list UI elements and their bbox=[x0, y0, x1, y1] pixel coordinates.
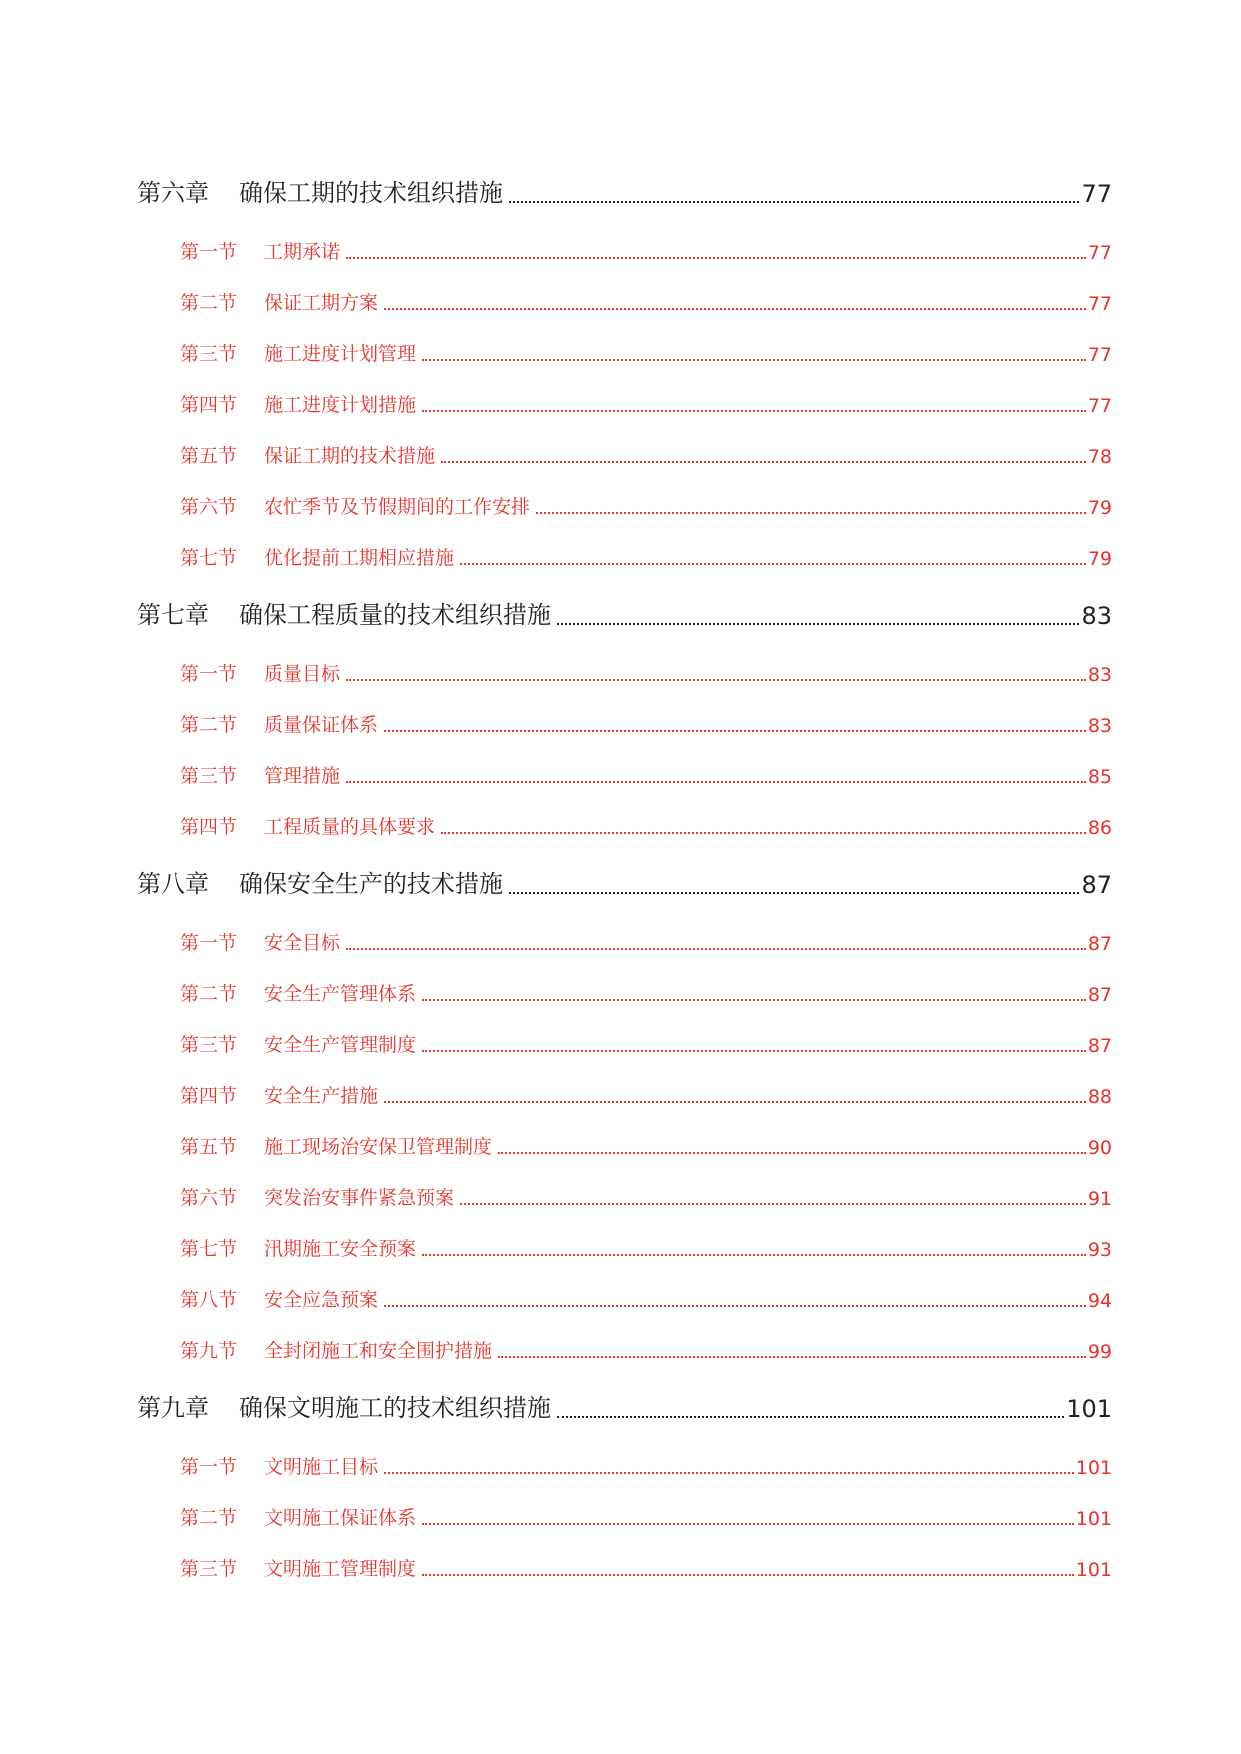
toc-entry-page-number: 77 bbox=[1087, 395, 1112, 417]
dot-leader bbox=[384, 308, 1086, 310]
toc-entry-title: 确保工程质量的技术组织措施 bbox=[239, 601, 551, 629]
toc-entry-title: 质量目标 bbox=[264, 663, 341, 685]
toc-entry-number: 第八章 bbox=[137, 870, 209, 898]
toc-entry-number: 第六章 bbox=[137, 179, 209, 207]
toc-entry-title: 安全生产管理体系 bbox=[264, 983, 417, 1005]
toc-entry-page-number: 87 bbox=[1087, 1035, 1112, 1057]
dot-leader bbox=[422, 999, 1086, 1001]
toc-entry-title: 保证工期方案 bbox=[264, 292, 379, 314]
toc-entry-page-number: 77 bbox=[1087, 344, 1112, 366]
dot-leader bbox=[422, 410, 1086, 412]
toc-entry-title: 施工现场治安保卫管理制度 bbox=[264, 1136, 493, 1158]
dot-leader bbox=[509, 201, 1079, 203]
toc-section-entry[interactable] bbox=[137, 1171, 1112, 1222]
toc-entry-title: 优化提前工期相应措施 bbox=[264, 547, 455, 569]
dot-leader bbox=[422, 1523, 1074, 1525]
toc-entry-title: 农忙季节及节假期间的工作安排 bbox=[264, 496, 531, 518]
toc-entry-number: 第五节 bbox=[180, 1136, 238, 1158]
toc-entry-page-number: 90 bbox=[1087, 1137, 1112, 1159]
toc-section-entry[interactable] bbox=[137, 225, 1112, 276]
toc-entry-number: 第一节 bbox=[180, 932, 238, 954]
toc-entry-title: 安全生产措施 bbox=[264, 1085, 379, 1107]
dot-leader bbox=[346, 679, 1086, 681]
toc-entry-number: 第七章 bbox=[137, 601, 209, 629]
toc-section-entry[interactable] bbox=[137, 1018, 1112, 1069]
toc-entry-page-number: 83 bbox=[1087, 715, 1112, 737]
toc-entry-number: 第七节 bbox=[180, 1238, 238, 1260]
toc-entry-number: 第三节 bbox=[180, 1558, 238, 1580]
toc-entry-number: 第六节 bbox=[180, 1187, 238, 1209]
dot-leader bbox=[557, 623, 1079, 625]
toc-section-entry[interactable] bbox=[137, 749, 1112, 800]
toc-entry-number: 第三节 bbox=[180, 765, 238, 787]
toc-section-entry[interactable] bbox=[137, 276, 1112, 327]
toc-entry-number: 第七节 bbox=[180, 547, 238, 569]
toc-entry-page-number: 91 bbox=[1087, 1188, 1112, 1210]
toc-entry-number: 第九章 bbox=[137, 1394, 209, 1422]
toc-entry-page-number: 99 bbox=[1087, 1341, 1112, 1363]
dot-leader bbox=[441, 832, 1086, 834]
toc-entry-number: 第四节 bbox=[180, 816, 238, 838]
toc-section-entry[interactable] bbox=[137, 967, 1112, 1018]
toc-section-entry[interactable] bbox=[137, 429, 1112, 480]
toc-section-entry[interactable] bbox=[137, 916, 1112, 967]
toc-entry-page-number: 83 bbox=[1087, 664, 1112, 686]
toc-entry-number: 第四节 bbox=[180, 1085, 238, 1107]
dot-leader bbox=[346, 257, 1086, 259]
toc-section-entry[interactable] bbox=[137, 327, 1112, 378]
toc-entry-number: 第二节 bbox=[180, 714, 238, 736]
toc-entry-page-number: 86 bbox=[1087, 817, 1112, 839]
dot-leader bbox=[536, 512, 1086, 514]
toc-entry-page-number: 79 bbox=[1087, 548, 1112, 570]
toc-section-entry[interactable] bbox=[137, 1222, 1112, 1273]
toc-entry-number: 第八节 bbox=[180, 1289, 238, 1311]
dot-leader bbox=[498, 1152, 1086, 1154]
toc-entry-page-number: 87 bbox=[1087, 984, 1112, 1006]
toc-entry-page-number: 87 bbox=[1081, 871, 1112, 899]
toc-entry-title: 安全生产管理制度 bbox=[264, 1034, 417, 1056]
toc-entry-title: 确保文明施工的技术组织措施 bbox=[239, 1394, 551, 1422]
toc-entry-page-number: 101 bbox=[1066, 1395, 1112, 1423]
toc-section-entry[interactable] bbox=[137, 698, 1112, 749]
toc-entry-number: 第三节 bbox=[180, 1034, 238, 1056]
toc-entry-page-number: 94 bbox=[1087, 1290, 1112, 1312]
toc-entry-number: 第一节 bbox=[180, 241, 238, 263]
dot-leader bbox=[384, 1472, 1074, 1474]
toc-entry-title: 工程质量的具体要求 bbox=[264, 816, 436, 838]
dot-leader bbox=[384, 730, 1086, 732]
toc-entry-number: 第一节 bbox=[180, 1456, 238, 1478]
dot-leader bbox=[422, 1574, 1074, 1576]
dot-leader bbox=[422, 1050, 1086, 1052]
toc-section-entry[interactable] bbox=[137, 531, 1112, 582]
dot-leader bbox=[460, 1203, 1086, 1205]
toc-entry-title: 汛期施工安全预案 bbox=[264, 1238, 417, 1260]
toc-entry-page-number: 101 bbox=[1075, 1457, 1112, 1479]
toc-section-entry[interactable] bbox=[137, 1324, 1112, 1375]
toc-entry-number: 第一节 bbox=[180, 663, 238, 685]
dot-leader bbox=[384, 1305, 1086, 1307]
toc-entry-page-number: 83 bbox=[1081, 602, 1112, 630]
toc-entry-number: 第四节 bbox=[180, 394, 238, 416]
dot-leader bbox=[346, 781, 1086, 783]
toc-entry-page-number: 88 bbox=[1087, 1086, 1112, 1108]
toc-entry-title: 安全目标 bbox=[264, 932, 341, 954]
toc-entry-page-number: 87 bbox=[1087, 933, 1112, 955]
toc-entry-title: 文明施工目标 bbox=[264, 1456, 379, 1478]
toc-chapter-entry[interactable] bbox=[137, 585, 1112, 647]
toc-chapter-entry[interactable] bbox=[137, 163, 1112, 225]
toc-chapter-entry[interactable] bbox=[137, 854, 1112, 916]
toc-entry-title: 质量保证体系 bbox=[264, 714, 379, 736]
dot-leader bbox=[384, 1101, 1086, 1103]
toc-section-entry[interactable] bbox=[137, 1440, 1112, 1491]
toc-entry-page-number: 77 bbox=[1087, 242, 1112, 264]
toc-entry-page-number: 79 bbox=[1087, 497, 1112, 519]
toc-entry-number: 第九节 bbox=[180, 1340, 238, 1362]
toc-section-entry[interactable] bbox=[137, 1542, 1112, 1593]
toc-entry-title: 工期承诺 bbox=[264, 241, 341, 263]
toc-section-entry[interactable] bbox=[137, 1120, 1112, 1171]
toc-entry-title: 确保安全生产的技术措施 bbox=[239, 870, 503, 898]
dot-leader bbox=[422, 359, 1086, 361]
toc-entry-title: 管理措施 bbox=[264, 765, 341, 787]
toc-entry-page-number: 77 bbox=[1087, 293, 1112, 315]
toc-entry-title: 突发治安事件紧急预案 bbox=[264, 1187, 455, 1209]
toc-entry-title: 文明施工保证体系 bbox=[264, 1507, 417, 1529]
toc-entry-page-number: 101 bbox=[1075, 1508, 1112, 1530]
dot-leader bbox=[441, 461, 1086, 463]
toc-section-entry[interactable] bbox=[137, 378, 1112, 429]
toc-entry-title: 保证工期的技术措施 bbox=[264, 445, 436, 467]
toc-entry-page-number: 78 bbox=[1087, 446, 1112, 468]
toc-entry-number: 第二节 bbox=[180, 292, 238, 314]
toc-entry-title: 安全应急预案 bbox=[264, 1289, 379, 1311]
toc-entry-number: 第三节 bbox=[180, 343, 238, 365]
toc-section-entry[interactable] bbox=[137, 1491, 1112, 1542]
toc-entry-number: 第二节 bbox=[180, 1507, 238, 1529]
toc-entry-number: 第五节 bbox=[180, 445, 238, 467]
dot-leader bbox=[557, 1416, 1064, 1418]
toc-entry-page-number: 85 bbox=[1087, 766, 1112, 788]
toc-section-entry[interactable] bbox=[137, 647, 1112, 698]
toc-section-entry[interactable] bbox=[137, 1069, 1112, 1120]
dot-leader bbox=[346, 948, 1086, 950]
toc-entry-number: 第六节 bbox=[180, 496, 238, 518]
table-of-contents bbox=[137, 160, 1112, 1593]
toc-section-entry[interactable] bbox=[137, 480, 1112, 531]
toc-entry-page-number: 93 bbox=[1087, 1239, 1112, 1261]
toc-entry-page-number: 77 bbox=[1081, 180, 1112, 208]
dot-leader bbox=[460, 563, 1086, 565]
dot-leader bbox=[498, 1356, 1086, 1358]
toc-entry-page-number: 101 bbox=[1075, 1559, 1112, 1581]
toc-entry-title: 文明施工管理制度 bbox=[264, 1558, 417, 1580]
toc-entry-title: 全封闭施工和安全围护措施 bbox=[264, 1340, 493, 1362]
toc-section-entry[interactable] bbox=[137, 800, 1112, 851]
dot-leader bbox=[509, 892, 1079, 894]
toc-section-entry[interactable] bbox=[137, 1273, 1112, 1324]
toc-entry-title: 确保工期的技术组织措施 bbox=[239, 179, 503, 207]
toc-entry-number: 第二节 bbox=[180, 983, 238, 1005]
toc-chapter-entry[interactable] bbox=[137, 1378, 1112, 1440]
toc-entry-title: 施工进度计划管理 bbox=[264, 343, 417, 365]
dot-leader bbox=[422, 1254, 1086, 1256]
toc-entry-title: 施工进度计划措施 bbox=[264, 394, 417, 416]
